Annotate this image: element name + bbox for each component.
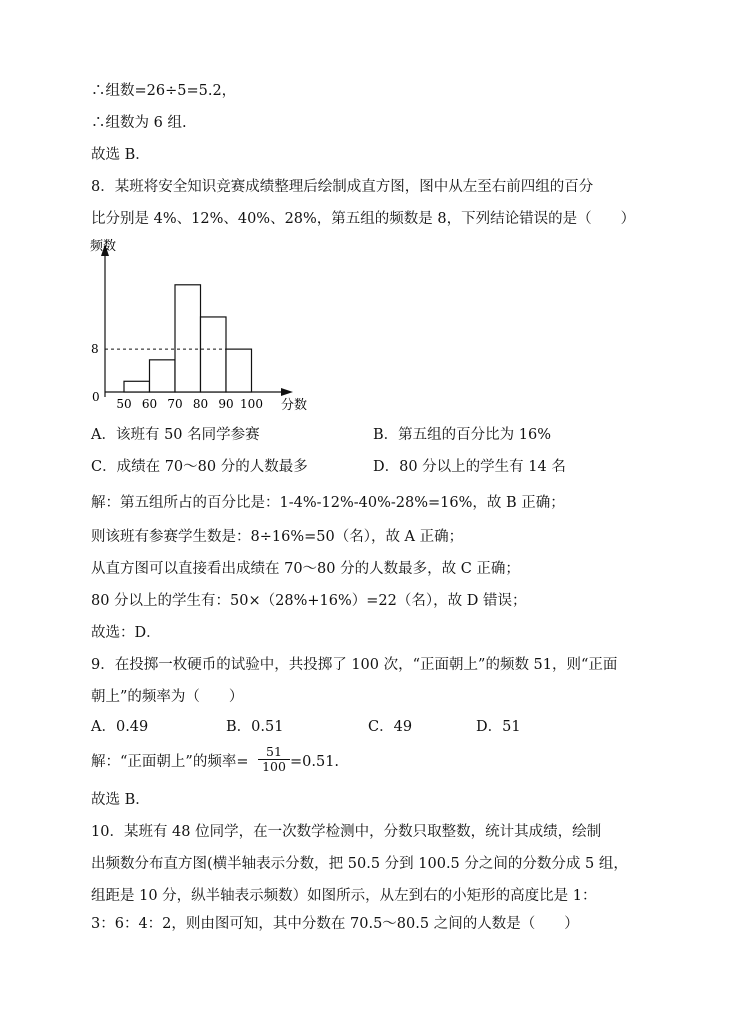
histogram-chart (80, 232, 330, 417)
solution-line: 解：第五组所占的百分比是：1-4%-12%-40%-28%=16%，故 B 正确； (91, 495, 565, 511)
x-axis-label: 分数 (281, 398, 308, 413)
option-c: C．49 (368, 719, 413, 735)
option-a: A．0.49 (91, 719, 149, 735)
x-tick-label: 90 (218, 397, 234, 411)
solution-line: ∴组数=26÷5=5.2， (91, 83, 237, 99)
solution-line: 故选 B． (91, 792, 150, 808)
x-tick-label: 80 (192, 397, 209, 411)
histogram-bar (201, 317, 227, 392)
histogram-bar (124, 381, 150, 392)
x-tick-label: 100 (240, 397, 263, 411)
question-10-text: 3：6：4：2，则由图可知，其中分数在 70.5～80.5 之间的人数是（ ） (91, 916, 579, 932)
question-9-text: 9．在投掷一枚硬币的试验中，共投掷了 100 次，“正面朝上”的频数 51，则“正面 (91, 657, 618, 673)
solution-line: 故选：D． (91, 625, 161, 641)
question-9-text: 朝上”的频率为（ ） (91, 689, 244, 705)
histogram-bar (226, 349, 252, 392)
question-10-text: 10．某班有 48 位同学，在一次数学检测中，分数只取整数，统计其成绩，绘制 (91, 824, 602, 840)
solution-line: 则该班有参赛学生数是：8÷16%=50（名），故 A 正确； (91, 529, 464, 545)
x-tick-label: 70 (167, 397, 183, 411)
x-tick-label: 50 (116, 397, 132, 411)
solution-line: 从直方图可以直接看出成绩在 70～80 分的人数最多，故 C 正确； (91, 561, 520, 577)
y-axis-label: 频数 (90, 239, 117, 254)
option-d: D．80 分以上的学生有 14 名 (373, 459, 566, 475)
option-b: B．第五组的百分比为 16% (373, 427, 551, 443)
histogram-bar (150, 360, 176, 392)
question-8-text: 比分别是 4%、12%、40%、28%，第五组的频数是 8，下列结论错误的是（ ） (91, 211, 636, 227)
x-axis-arrow (281, 388, 293, 396)
question-10-text: 出频数分布直方图(横半轴表示分数，把 50.5 分到 100.5 分之间的分数分成 5 组， (91, 856, 628, 872)
option-b: B．0.51 (226, 719, 284, 735)
question-10-text: 组距是 10 分，纵半轴表示频数）如图所示，从左到右的小矩形的高度比是 1： (91, 888, 597, 904)
origin-label: 0 (92, 390, 100, 404)
fraction (258, 745, 290, 774)
option-c: C．成绩在 70～80 分的人数最多 (91, 459, 308, 475)
histogram-bar (175, 285, 201, 392)
solution-line: ∴组数为 6 组. (91, 115, 187, 131)
x-tick-label: 60 (141, 397, 158, 411)
option-d: D．51 (476, 719, 521, 735)
solution-line: 故选 B． (91, 147, 150, 163)
solution-line: 80 分以上的学生有：50×（28%+16%）=22（名），故 D 错误； (91, 593, 527, 609)
solution-line-suffix: =0.51. (290, 754, 340, 770)
solution-line-prefix: 解：“正面朝上”的频率= (91, 754, 249, 770)
question-8-text: 8．某班将安全知识竞赛成绩整理后绘制成直方图，图中从左至右前四组的百分 (91, 179, 594, 195)
option-a: A．该班有 50 名同学参赛 (91, 427, 260, 443)
fraction-numerator: 51 (258, 745, 290, 760)
reference-label: 8 (91, 342, 99, 357)
fraction-denominator: 100 (262, 759, 286, 774)
